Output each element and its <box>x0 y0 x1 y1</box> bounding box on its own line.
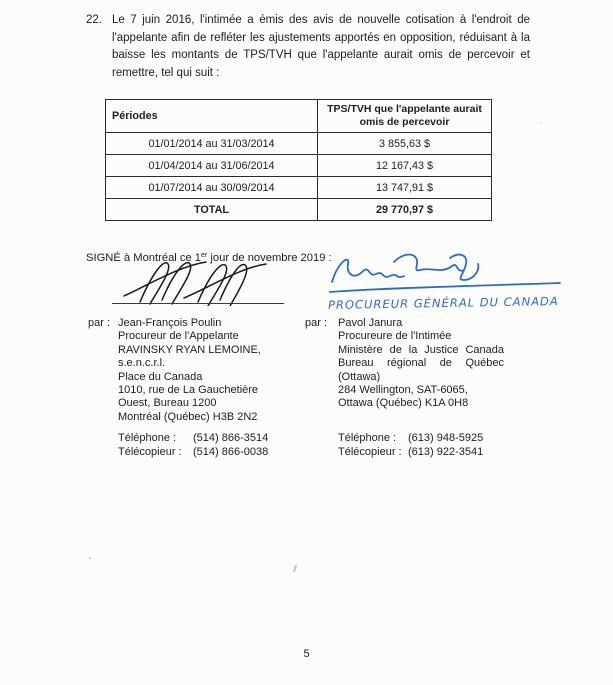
table-total-row <box>106 199 492 221</box>
firm-name: RAVINSKY RYAN LEMOINE, <box>118 343 261 356</box>
appellant-contact <box>118 431 268 459</box>
signed-ordinal-superscript: er <box>201 252 208 259</box>
signed-suffix: jour de novembre 2019 : <box>207 252 332 264</box>
period-cell: 01/07/2014 au 30/09/2014 <box>106 177 318 199</box>
table-row <box>106 133 492 155</box>
column-header-periods: Périodes <box>106 100 318 133</box>
address-line: Montréal (Québec) H3B 2N2 <box>118 410 258 423</box>
address-line: 1010, rue de La Gauchetière <box>118 384 259 397</box>
phone-row <box>338 431 483 445</box>
par-label-right: par : <box>305 317 328 329</box>
amount-cell: 12 167,43 $ <box>318 155 492 177</box>
phone-label: Téléphone : <box>118 432 177 444</box>
phone-value: (613) 948-5925 <box>408 432 484 444</box>
table-header-row <box>106 100 492 133</box>
page-number: 5 <box>303 648 310 660</box>
address-line: Ouest, Bureau 1200 <box>118 397 217 410</box>
period-cell: 01/01/2014 au 31/03/2014 <box>106 133 318 155</box>
column-header-amount: TPS/TVH que l'appelante aurait omis de percevoir <box>318 100 492 133</box>
address-line: Place du Canada <box>118 370 203 383</box>
signed-prefix: SIGNÉ à Montréal ce 1 <box>86 252 202 264</box>
total-amount-cell: 29 770,97 $ <box>318 199 492 221</box>
paragraph-number: 22. <box>86 14 102 26</box>
counsel-name: Jean-François Poulin <box>118 317 222 329</box>
phone-value: (514) 866-3514 <box>193 432 269 444</box>
paragraph-22 <box>86 12 530 82</box>
address-line: Ottawa (Québec) K1A 0H8 <box>338 397 469 410</box>
counsel-role: Procureur de l'Appelante <box>118 330 239 343</box>
cotisation-table <box>105 99 492 221</box>
appellant-counsel-block <box>118 317 261 424</box>
scan-speck <box>293 565 297 572</box>
fax-value: (514) 866-0038 <box>193 446 269 459</box>
par-label-left: par : <box>88 317 111 329</box>
respondent-handwritten-title: PROCUREUR GÉNÉRAL DU CANADA <box>327 293 559 313</box>
bureau-line: Bureau régional de Québec <box>338 357 504 370</box>
amount-cell: 3 855,63 $ <box>318 133 492 155</box>
firm-suffix: s.e.n.c.r.l. <box>118 357 166 370</box>
address-line: 284 Wellington, SAT-6065, <box>338 384 468 397</box>
period-cell: 01/04/2014 au 31/06/2014 <box>106 155 318 177</box>
appellant-signature-line <box>112 303 284 304</box>
table-row <box>106 177 492 199</box>
fax-value: (613) 922-3541 <box>408 446 484 459</box>
scan-speck <box>540 122 542 124</box>
phone-label: Téléphone : <box>338 432 397 444</box>
paragraph-text: Le 7 juin 2016, l'intimée a émis des avis de nouvelle cotisation à l'endroit de l'appelante afin de refléter les ajustements apportés en opposition, réduisant à la baisse les montants de TPS/TVH que l'appelante aurait omis de percevoir et remettre, tel qui suit : <box>112 14 530 79</box>
phone-row <box>118 431 268 445</box>
fax-label: Télécopieur : <box>338 446 402 459</box>
counsel-name: Pavol Janura <box>338 317 403 329</box>
fax-label: Télécopieur : <box>118 446 182 459</box>
fax-row <box>338 445 483 459</box>
respondent-counsel-block <box>338 317 504 411</box>
fax-row <box>118 445 268 459</box>
amount-cell: 13 747,91 $ <box>318 177 492 199</box>
respondent-contact <box>338 431 483 459</box>
table-row <box>106 155 492 177</box>
address-line: (Ottawa) <box>338 370 381 383</box>
counsel-role: Procureure de l'Intimée <box>338 330 452 343</box>
scan-speck <box>89 557 91 559</box>
total-label-cell: TOTAL <box>106 199 318 221</box>
ministry-line: Ministère de la Justice Canada <box>338 343 504 356</box>
